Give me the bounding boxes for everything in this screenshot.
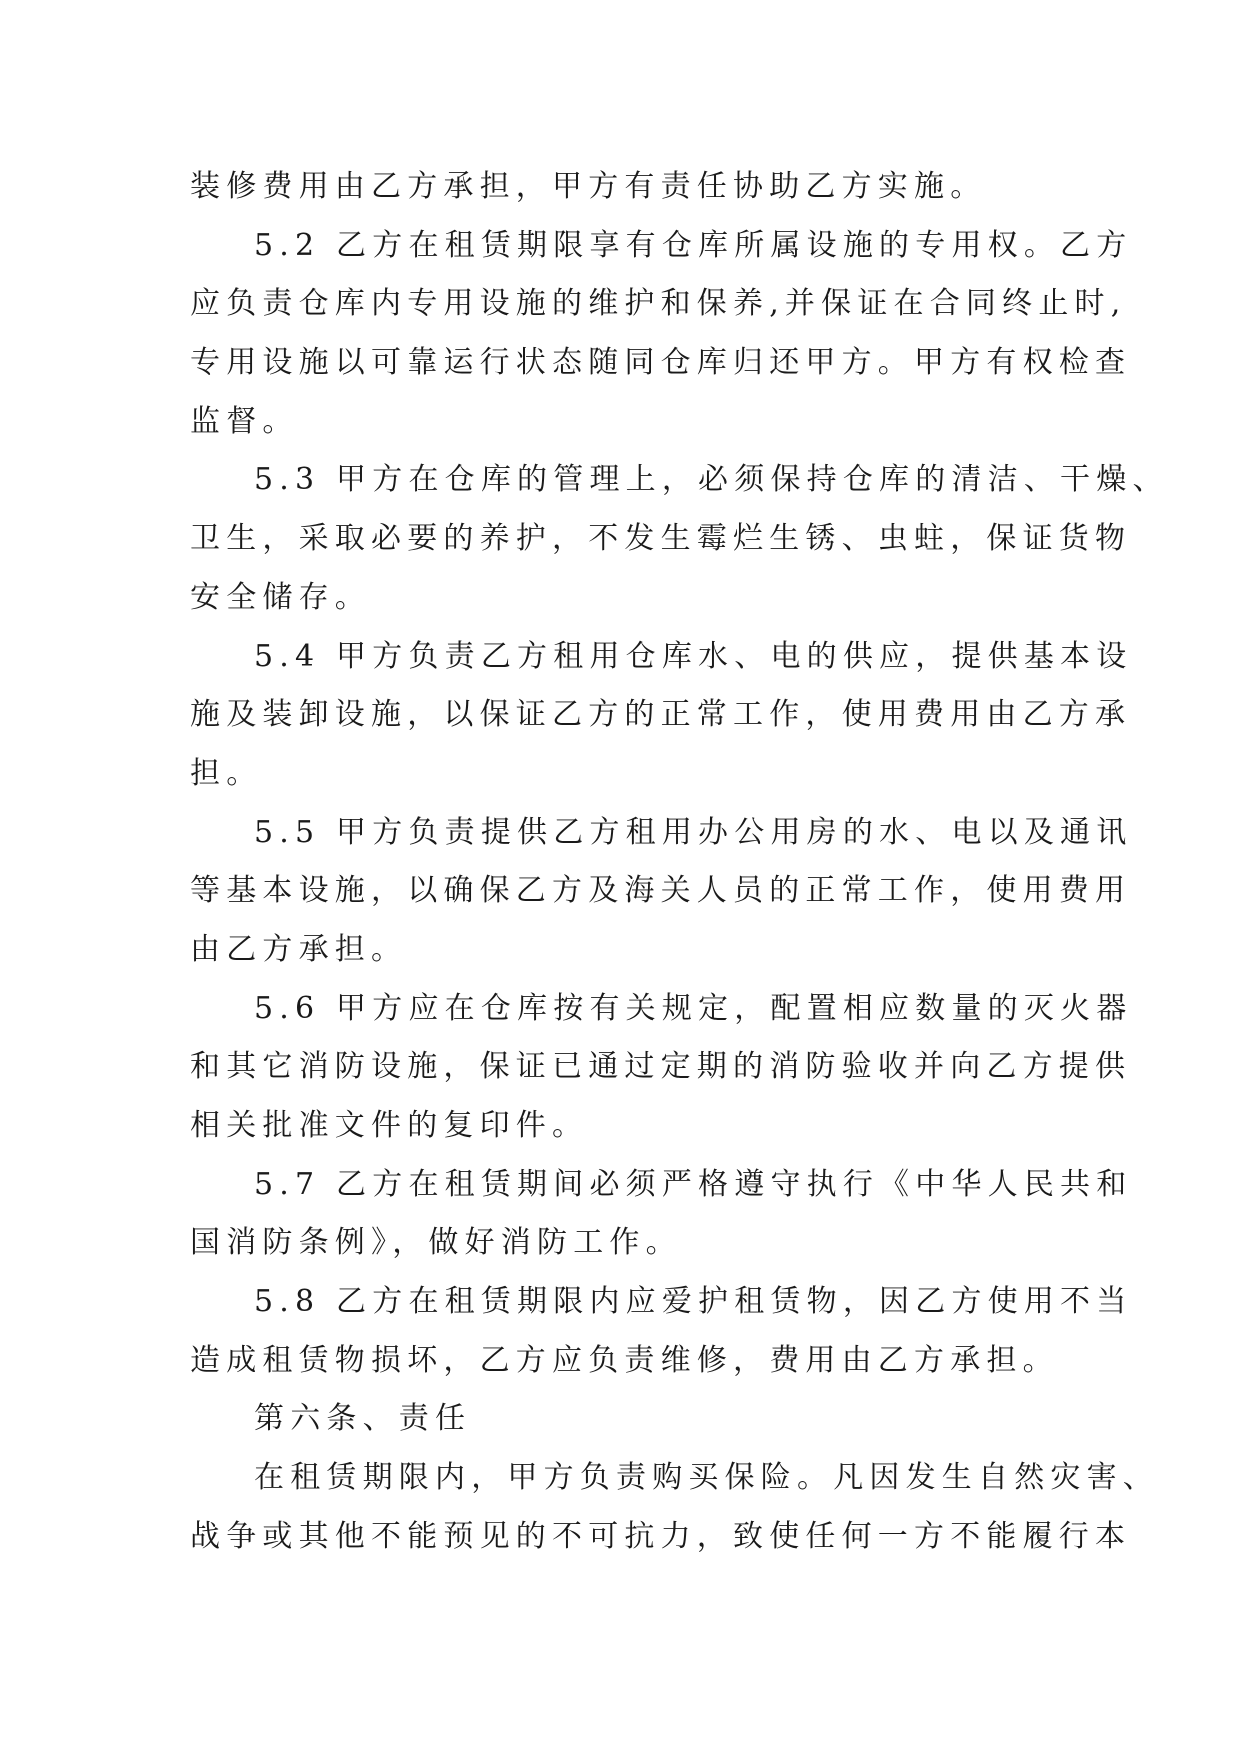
text-line: 监督。 xyxy=(190,403,299,439)
text-line: 施及装卸设施，以保证乙方的正常工作，使用费用由乙方承 xyxy=(190,697,1132,733)
clause-5-2-line: 5.2 乙方在租赁期限享有仓库所属设施的专用权。乙方 xyxy=(254,227,1133,263)
text-line: 应负责仓库内专用设施的维护和保养,并保证在合同终止时, xyxy=(190,286,1127,322)
text-line: 国消防条例》，做好消防工作。 xyxy=(190,1225,682,1261)
text-line: 战争或其他不能预见的不可抗力，致使任何一方不能履行本 xyxy=(190,1518,1132,1554)
text-line: 造成租赁物损坏，乙方应负责维修，费用由乙方承担。 xyxy=(190,1342,1059,1378)
text-line: 相关批准文件的复印件。 xyxy=(190,1108,589,1143)
text-line: 由乙方承担。 xyxy=(190,931,408,967)
text-line: 等基本设施，以确保乙方及海关人员的正常工作，使用费用 xyxy=(190,873,1132,909)
document-page xyxy=(190,158,1169,1567)
text-line: 担。 xyxy=(190,755,263,791)
article-6-paragraph-line: 在租赁期限内，甲方负责购买保险。凡因发生自然灾害、 xyxy=(254,1460,1159,1496)
text-line: 安全储存。 xyxy=(190,579,371,615)
text-line: 专用设施以可靠运行状态随同仓库归还甲方。甲方有权检查 xyxy=(190,345,1132,381)
text-line: 装修费用由乙方承担，甲方有责任协助乙方实施。 xyxy=(190,169,987,204)
clause-5-8-line: 5.8 乙方在租赁期限内应爱护租赁物，因乙方使用不当 xyxy=(254,1284,1133,1320)
article-6-heading: 第六条、责任 xyxy=(254,1401,472,1437)
text-line: 和其它消防设施，保证已通过定期的消防验收并向乙方提供 xyxy=(190,1049,1132,1085)
text-line: 卫生，采取必要的养护，不发生霉烂生锈、虫蛀，保证货物 xyxy=(190,521,1132,557)
clause-5-5-line: 5.5 甲方负责提供乙方租用办公用房的水、电以及通讯 xyxy=(254,814,1133,850)
clause-5-4-line: 5.4 甲方负责乙方租用仓库水、电的供应，提供基本设 xyxy=(254,638,1133,674)
clause-5-3-line: 5.3 甲方在仓库的管理上，必须保持仓库的清洁、干燥、 xyxy=(254,462,1169,498)
clause-5-7-line: 5.7 乙方在租赁期间必须严格遵守执行《中华人民共和 xyxy=(254,1166,1133,1202)
clause-5-6-line: 5.6 甲方应在仓库按有关规定，配置相应数量的灭火器 xyxy=(254,990,1133,1026)
